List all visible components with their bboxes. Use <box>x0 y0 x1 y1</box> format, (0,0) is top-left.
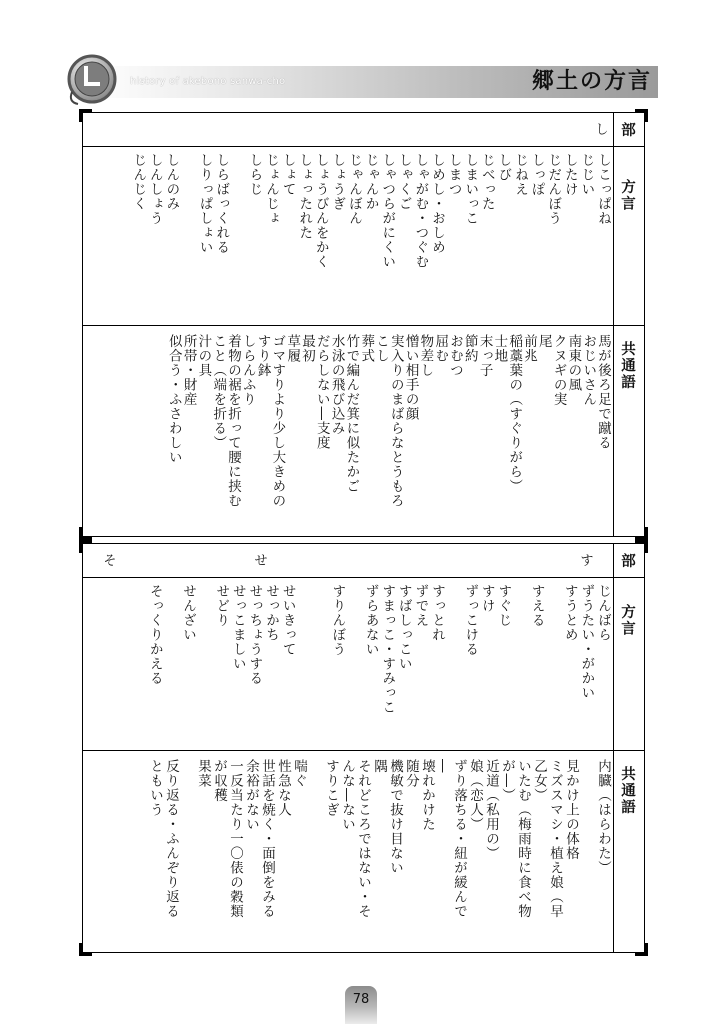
dialect-word: じだんぼう <box>545 153 562 226</box>
common-word: が収穫 <box>211 759 227 803</box>
common-word: 実入りのまばらなとうもろ <box>387 334 404 508</box>
common-word: 似合う・ふさわしい <box>165 334 182 465</box>
common-word: 内臓（はらわた） <box>595 759 611 875</box>
common-word: 壊れかけた <box>419 759 435 832</box>
common-word: 物差し <box>417 334 434 378</box>
common-word: 士地 <box>491 334 508 363</box>
common-word: 憎い相手の顔 <box>402 334 419 421</box>
page-number-tab <box>345 986 377 1024</box>
common-word: 節約 <box>461 334 478 363</box>
header-kyoutsuugo: 共通語 <box>619 341 635 391</box>
dialect-word: じねえ <box>512 153 528 197</box>
common-word: 乙女） <box>531 759 547 803</box>
common-word: 着物の裾を折って腰に挟む <box>225 334 241 508</box>
dialect-word: しらじ <box>246 153 263 197</box>
common-word: 南東の風 <box>565 334 582 392</box>
dialect-word: しゃくご <box>395 153 412 211</box>
dialect-word: じゃんか <box>362 153 379 211</box>
common-word: 水泳の飛び込み <box>328 334 345 436</box>
common-word: 随分 <box>403 759 419 788</box>
common-word: 末っ子 <box>476 334 493 378</box>
dialect-word: せっこましい <box>229 584 246 671</box>
dialect-word: そっくりかえる <box>146 584 163 686</box>
dialect-word: しゃがむ・つぐむ <box>412 153 429 269</box>
dialect-word: せっかち <box>263 584 279 642</box>
dialect-word: じじい <box>578 153 595 197</box>
common-word: 余裕がない <box>243 759 259 832</box>
common-word: 汁の具 <box>195 334 212 378</box>
common-word: こと（端を折る） <box>210 334 227 450</box>
section-so: そ <box>100 553 116 568</box>
common-word: 隅 <box>371 759 387 774</box>
section-shi: し <box>592 122 608 137</box>
dialect-word: すりんぼう <box>329 584 346 657</box>
dialect-word: しこっぱね <box>595 153 611 226</box>
common-word: ともいう <box>147 759 163 817</box>
dialect-word: しんのみ <box>163 153 180 211</box>
common-word: おじいさん <box>580 334 597 407</box>
dialect-word: しらばっくれる <box>213 153 230 255</box>
dialect-word: しりっぱしょい <box>196 153 213 255</box>
dialect-table-su-se-so <box>82 543 645 953</box>
common-word: 一反当たり一〇俵の穀類 <box>227 759 243 919</box>
dialect-word: しまつ <box>445 153 462 197</box>
common-word: おむつ <box>447 334 463 378</box>
dialect-word: じんばら <box>595 584 611 642</box>
common-word: ゴマすりより少し大きめの <box>269 334 286 508</box>
common-word: 稲藁葉の（すぐりがら） <box>506 334 523 494</box>
common-word: 喘ぐ <box>291 759 307 788</box>
dialect-word: しゃつらがにくい <box>379 153 396 269</box>
common-word: んな―ない <box>339 759 355 832</box>
common-word: 尾 <box>535 334 552 349</box>
dialect-word: しまいっこ <box>462 153 479 226</box>
dialect-word: すっとれ <box>429 584 445 642</box>
common-word: 機敏で抜け目ない <box>387 759 403 875</box>
dialect-word: すぐじ <box>495 584 512 628</box>
header-bu: 部 <box>619 553 635 570</box>
dialect-word: ずらあない <box>362 584 379 657</box>
dialect-word: しょうぎ <box>329 153 346 211</box>
common-word: 屈む <box>432 334 449 363</box>
dialect-word: すけ <box>478 584 495 613</box>
dialect-word: じょんじょ <box>263 153 279 226</box>
common-word: 竹で編んだ箕に似たかご <box>343 334 360 494</box>
common-word: 馬が後ろ足で蹴る <box>595 334 611 450</box>
common-word: 娘（恋人） <box>467 759 483 832</box>
dialect-word: しび <box>495 153 512 182</box>
dialect-word: すばしっこい <box>395 584 412 671</box>
header-hougen: 方言 <box>619 604 635 637</box>
header-hougen: 方言 <box>619 179 635 212</box>
dialect-word: せいきって <box>279 584 296 657</box>
dialect-word: しめし・おしめ <box>429 153 445 255</box>
common-word: 葬式 <box>358 334 375 363</box>
dialect-word: しんしょう <box>146 153 163 226</box>
common-word: 近道（私用の） <box>483 759 499 861</box>
common-word: 最初 <box>299 334 315 363</box>
dialect-word: せっちょうする <box>246 584 263 686</box>
dialect-word: しっぽ <box>528 153 545 197</box>
common-word: クヌギの実 <box>550 334 567 407</box>
common-word: 所帯・財産 <box>180 334 197 407</box>
common-word: しらんふり <box>239 334 256 407</box>
common-word: ミズスマシ・植え娘（早 <box>547 759 563 919</box>
dialect-word: したけ <box>561 153 578 197</box>
dialect-word: じんじく <box>130 153 147 211</box>
page-number: 78 <box>352 992 370 1007</box>
section-se: せ <box>251 553 267 568</box>
header-bu: 部 <box>619 122 635 139</box>
common-word: だらしない―支度 <box>313 334 330 450</box>
dialect-word: ずでえ <box>412 584 429 628</box>
dialect-word: せんざい <box>180 584 196 642</box>
common-word: 草履 <box>284 334 301 363</box>
common-word: ずり落ちる・紐が緩んで <box>451 759 467 919</box>
common-word: 性急な人 <box>275 759 291 817</box>
dialect-word: しょったれた <box>296 153 313 240</box>
common-word: 果菜 <box>195 759 211 788</box>
dialect-word: すまっこ・すみっこ <box>379 584 396 715</box>
dialect-word: ずうたい・がかい <box>578 584 595 700</box>
dialect-word: じべった <box>478 153 495 211</box>
common-word: すり鉢 <box>254 334 271 378</box>
section-su: す <box>577 553 593 568</box>
dialect-table-shi <box>82 112 645 537</box>
dialect-word: すうとめ <box>561 584 578 642</box>
header-kyoutsuugo: 共通語 <box>619 766 635 816</box>
clock-icon <box>64 52 126 108</box>
common-word: が―） <box>499 759 515 803</box>
common-word: すりこぎ <box>323 759 339 817</box>
dialect-word: すえる <box>528 584 545 628</box>
common-word: 世話を焼く・面倒をみる <box>259 759 275 919</box>
common-word: いたむ（梅雨時に食べ物 <box>515 759 531 919</box>
dialect-word: せどり <box>213 584 230 628</box>
common-word: ― <box>435 759 451 774</box>
dialect-word: じゃんぼん <box>346 153 362 226</box>
dialect-word: ずっこける <box>462 584 479 657</box>
common-word: 反り返る・ふんぞり返る <box>163 759 179 919</box>
dialect-word: しょて <box>279 153 296 197</box>
common-word: それどころではない・そ <box>355 759 371 919</box>
common-word: 前兆 <box>521 334 537 363</box>
dialect-word: しょうびんをかく <box>312 153 329 269</box>
page-title: 郷土の方言 <box>531 69 652 94</box>
common-word: 見かけ上の体格 <box>563 759 579 861</box>
series-label: history of akebono sanwa-cho <box>130 76 286 87</box>
common-word: こし <box>373 334 389 363</box>
